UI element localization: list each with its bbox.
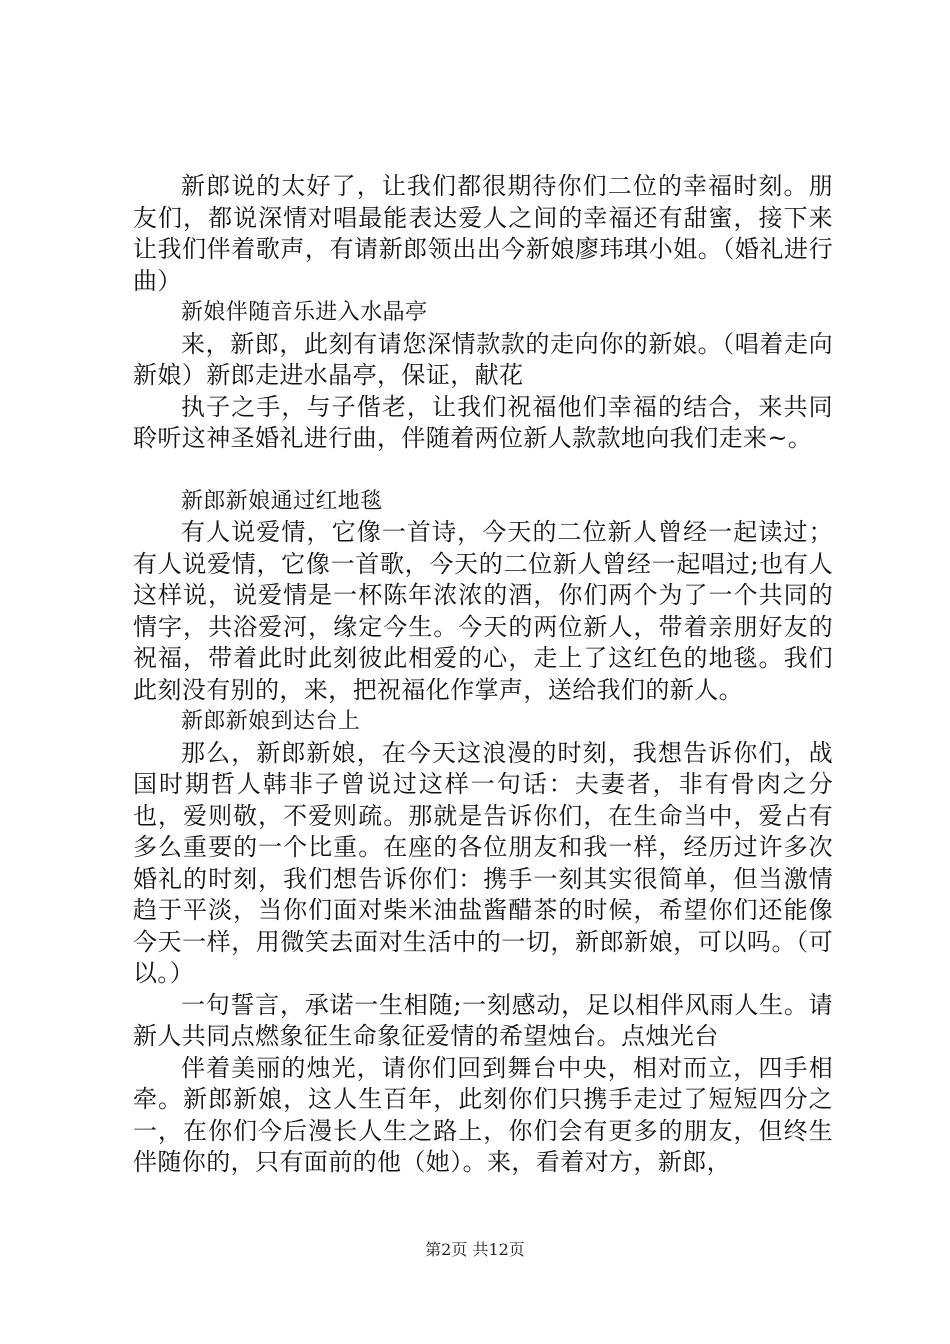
stage-note-red-carpet: 新郎新娘通过红地毯: [181, 488, 383, 514]
page-number-footer: 第2页 共12页: [425, 1240, 525, 1259]
stage-note-bride-enters: 新娘伴随音乐进入水晶亭: [181, 300, 428, 325]
paragraph-intro: 新郎说的太好了，让我们都很期待你们二位的幸福时刻。朋友们，都说深情对唱最能表达爱人之间的幸福还有甜蜜，接下来让我们伴着歌声，有请新郎领出出今新娘廖玮琪小姐。（婚礼进行曲）: [133, 172, 833, 295]
paragraph-candlelight: 伴着美丽的烛光，请你们回到舞台中央，相对而立，四手相牵。新郎新娘，这人生百年，此刻你们只携手走过了短短四分之一，在你们今后漫长人生之路上，你们会有更多的朋友，但终生伴随你的，只有面前的他（她）。来，看着对方，新郎，: [133, 1053, 833, 1176]
stage-note-on-stage: 新郎新娘到达台上: [181, 709, 361, 734]
paragraph-blessing: 执子之手，与子偕老，让我们祝福他们幸福的结合，来共同聆听这神圣婚礼进行曲，伴随着两位新人款款地向我们走来~。: [133, 392, 833, 452]
paragraph-candle-lighting: 一句誓言，承诺一生相随;一刻感动，足以相伴风雨人生。请新人共同点燃象征生命象征爱情的希望烛台。点烛光台: [133, 990, 833, 1050]
paragraph-groom-walks: 来，新郎，此刻有请您深情款款的走向你的新娘。（唱着走向新娘）新郎走进水晶亭，保证，献花: [133, 329, 833, 389]
paragraph-han-feizi: 那么，新郎新娘，在今天这浪漫的时刻，我想告诉你们，战国时期哲人韩非子曾说过这样一句话：夫妻者，非有骨肉之分也，爱则敬，不爱则疏。那就是告诉你们，在生命当中，爱占有多么重要的一个比重。在座的各位朋友和我一样，经历过许多次婚礼的时刻，我们想告诉你们：携手一刻其实很简单，但当激情趋于平淡，当你们面对柴米油盐酱醋茶的时候，希望你们还能像今天一样，用微笑去面对生活中的一切，新郎新娘，可以吗。（可以。）: [133, 738, 833, 987]
paragraph-love-poem: 有人说爱情，它像一首诗，今天的二位新人曾经一起读过；有人说爱情，它像一首歌，今天的二位新人曾经一起唱过;也有人这样说，说爱情是一杯陈年浓浓的酒，你们两个为了一个共同的情字，共浴爱河，缘定今生。今天的两位新人，带着亲朋好友的祝福，带着此时此刻彼此相爱的心，走上了这红色的地毯。我们此刻没有别的，来，把祝福化作掌声，送给我们的新人。: [133, 518, 833, 704]
document-body: [133, 171, 833, 1179]
